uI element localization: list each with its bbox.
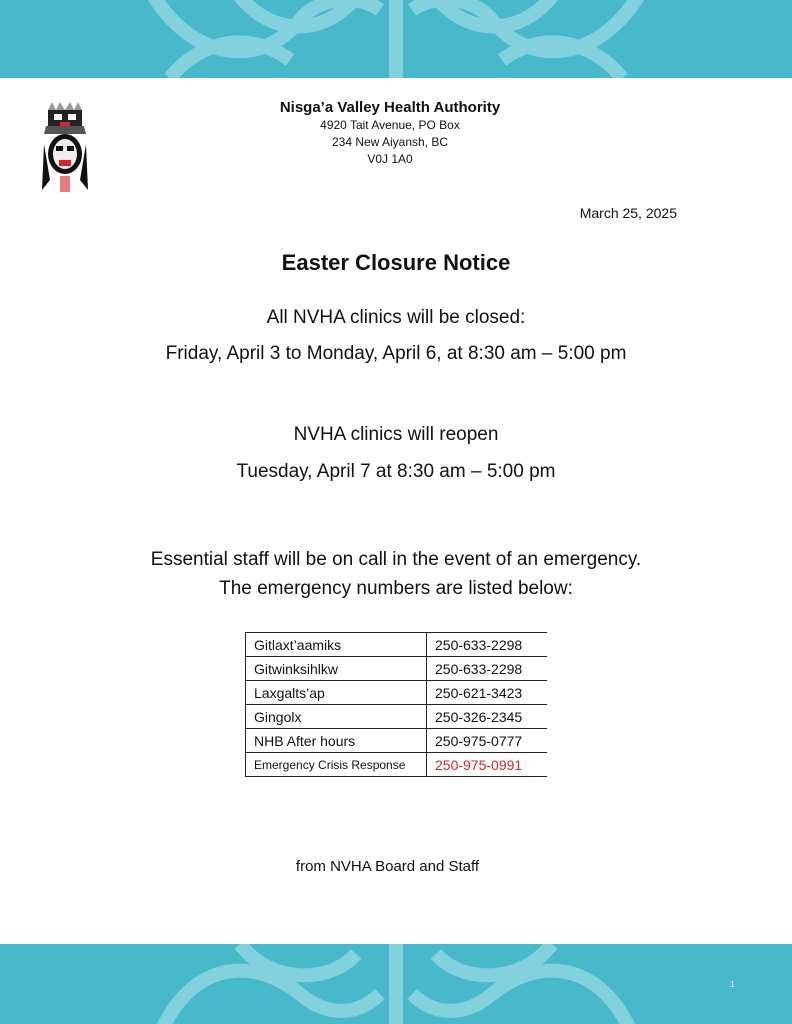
contact-phone: 250-326-2345: [427, 705, 548, 729]
contact-name: Gitlaxt’aamiks: [246, 633, 427, 657]
contact-name: Laxgalts’ap: [246, 681, 427, 705]
letterhead: [190, 98, 590, 168]
contact-phone: 250-621-3423: [427, 681, 548, 705]
table-row: [246, 729, 548, 753]
bottom-decorative-band: [0, 944, 792, 1024]
contact-name: NHB After hours: [246, 729, 427, 753]
formline-art-top: [0, 0, 792, 78]
contact-phone: 250-633-2298: [427, 657, 548, 681]
nisgaa-crest-icon: [40, 100, 90, 198]
table-row: [246, 633, 548, 657]
table-row: [246, 681, 548, 705]
closure-line-1: All NVHA clinics will be closed:: [266, 307, 526, 328]
formline-art-bottom: [0, 944, 792, 1024]
table-row: [246, 705, 548, 729]
address-line-3: V0J 1A0: [367, 152, 413, 166]
address-line-2: 234 New Aiyansh, BC: [331, 135, 449, 149]
contact-name: Emergency Crisis Response: [246, 753, 427, 777]
contact-name: Gitwinksihlkw: [246, 657, 427, 681]
table-row: [246, 753, 548, 777]
emergency-line-2: The emergency numbers are listed below:: [219, 578, 573, 599]
notice-date: March 25, 2025: [579, 205, 677, 221]
contact-phone-crisis: 250-975-0991: [427, 753, 548, 777]
emergency-line-1: Essential staff will be on call in the event of an emergency.: [150, 549, 642, 570]
contact-phone: 250-633-2298: [427, 633, 548, 657]
closure-line-2: Friday, April 3 to Monday, April 6, at 8:30 am – 5:00 pm: [165, 343, 627, 364]
address-line-1: 4920 Tait Avenue, PO Box: [320, 118, 460, 132]
table-row: [246, 657, 548, 681]
contact-name: Gingolx: [246, 705, 427, 729]
reopen-line-1: NVHA clinics will reopen: [293, 424, 499, 445]
emergency-numbers-table: [245, 632, 547, 777]
org-name: Nisga’a Valley Health Authority: [279, 99, 501, 116]
notice-title: Easter Closure Notice: [281, 250, 511, 275]
contact-phone: 250-975-0777: [427, 729, 548, 753]
page-number: 1: [730, 980, 735, 989]
signoff: from NVHA Board and Staff: [295, 858, 480, 875]
reopen-line-2: Tuesday, April 7 at 8:30 am – 5:00 pm: [236, 461, 556, 482]
top-decorative-band: [0, 0, 792, 78]
